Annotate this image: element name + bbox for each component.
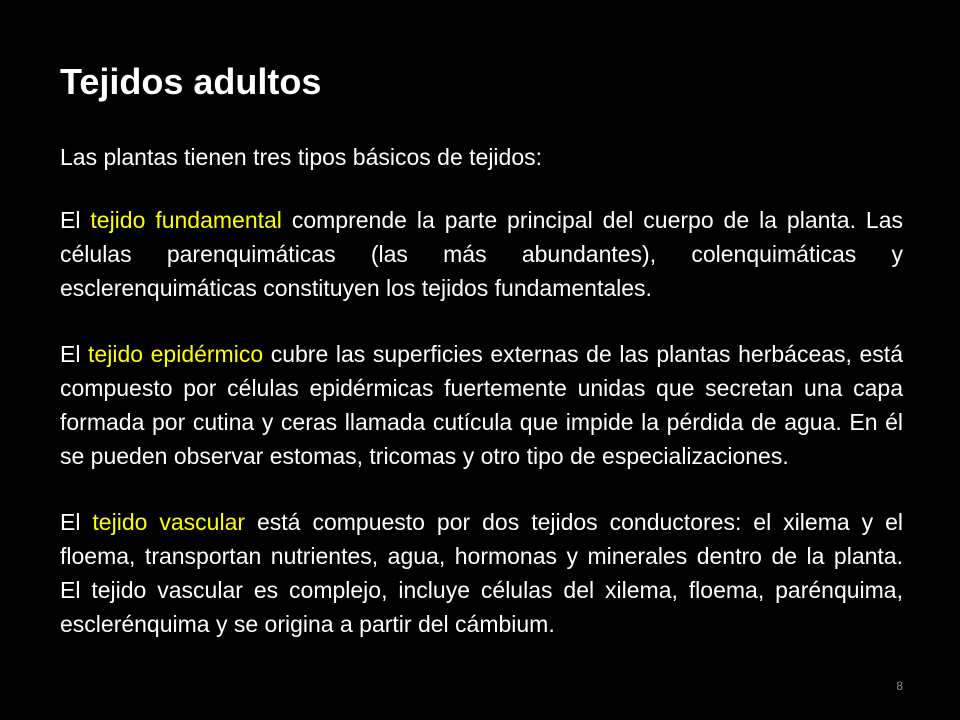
paragraph-line: esclerénquima y se origina a partir del cámbium.: [60, 611, 555, 637]
paragraph-line: floema, transportan nutrientes, agua, hormonas y minerales dentro de la planta.: [60, 543, 903, 569]
paragraph-vascular: [60, 505, 903, 641]
paragraph-line: esclerenquimáticas constituyen los tejidos fundamentales.: [60, 275, 652, 301]
paragraph-line: El tejido vascular es complejo, incluye células del xilema, floema, parénquima,: [60, 577, 903, 603]
highlighted-term: tejido vascular: [92, 509, 246, 535]
page-number: 8: [896, 679, 903, 693]
line-text: cubre las superficies externas de las plantas herbáceas, está: [263, 341, 903, 367]
highlighted-term: tejido fundamental: [90, 207, 282, 233]
paragraph-line: compuesto por células epidérmicas fuertemente unidas que secretan una capa: [60, 375, 903, 401]
paragraph-line: células parenquimáticas (las más abundantes), colenquimáticas y: [60, 241, 903, 267]
paragraph-fundamental: [60, 203, 903, 305]
line-text: comprende la parte principal del cuerpo de la planta. Las: [281, 207, 903, 233]
paragraph-line: [60, 337, 903, 371]
line-prefix: El: [60, 207, 91, 233]
intro-text: Las plantas tienen tres tipos básicos de tejidos:: [60, 144, 543, 170]
line-text: está compuesto por dos tejidos conductores: el xilema y el: [245, 509, 903, 535]
slide-title: Tejidos adultos: [60, 61, 322, 102]
paragraph-line: [60, 203, 903, 237]
highlighted-term: tejido epidérmico: [88, 341, 264, 367]
paragraph-line: formada por cutina y ceras llamada cutícula que impide la pérdida de agua. En él: [60, 409, 903, 435]
paragraph-line: se pueden observar estomas, tricomas y otro tipo de especializaciones.: [60, 443, 789, 469]
line-prefix: El: [60, 509, 93, 535]
line-prefix: El: [60, 341, 89, 367]
paragraph-line: [60, 505, 903, 539]
paragraph-epidermico: [60, 337, 903, 473]
